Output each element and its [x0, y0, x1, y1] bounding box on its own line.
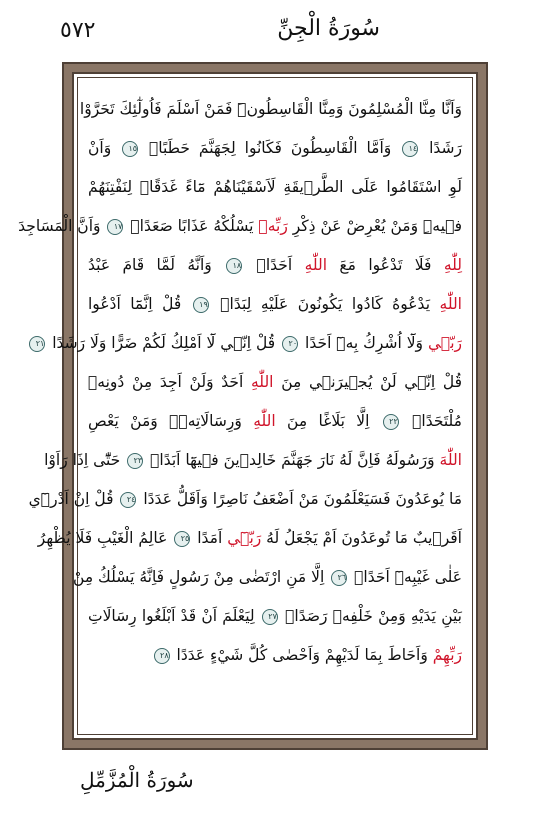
page-header — [60, 14, 490, 50]
ayah-number-marker: ٢٦ — [331, 570, 347, 586]
verse-line — [79, 90, 462, 129]
verse-line — [88, 636, 462, 675]
divine-name: رَبّٖٓي — [227, 529, 262, 547]
verse-text: عَالِمُ الْغَيْبِ فَلَا يُظْهِرُ — [37, 529, 173, 547]
ayah-number-marker: ٢٣ — [127, 453, 143, 469]
page-number: ٥٧٢ — [60, 18, 96, 43]
verse-line — [28, 480, 462, 519]
verse-text: وَاَحَاطَ بِمَا لَدَيْهِمْ وَاَحْصٰى كُلَّ شَيْءٍ عَدَدًا — [171, 646, 433, 664]
ayah-number-marker: ٢٤ — [120, 492, 136, 508]
verse-line — [73, 558, 462, 597]
ayah-number-marker: ١٧ — [107, 219, 123, 235]
divine-name: اللّٰهِ — [304, 256, 328, 274]
surah-title: سُورَةُ الْجِنِّ — [277, 16, 380, 41]
next-surah-title: سُورَةُ الْمُزَّمِّلِ — [80, 768, 194, 792]
ayah-number-marker: ٢١ — [29, 336, 45, 352]
divine-name: رَبِّهِمْ — [432, 646, 462, 664]
divine-name: رَبّٖي — [427, 334, 462, 352]
verse-text: قُلْ اِنْ اَدْرٖٓي — [28, 490, 119, 508]
ayah-number-marker: ٢٨ — [154, 648, 170, 664]
verse-line — [88, 402, 462, 441]
verse-text: فَلَا تَدْعُوا مَعَ — [327, 256, 444, 274]
verse-line — [88, 363, 462, 402]
ornamental-frame — [18, 62, 488, 750]
ayah-number-marker: ١٥ — [122, 141, 138, 157]
verse-text: وَرِسَالَاتِهٖۜ وَمَنْ يَعْصِ — [88, 412, 254, 430]
verse-text: اَمَدًا — [192, 529, 228, 547]
verse-text: يَدْعُوهُ كَادُوا يَكُونُونَ عَلَيْهِ لِبَدًاۜ — [210, 295, 440, 313]
verse-line — [37, 519, 462, 558]
verse-text: قُلْ اِنّٖي لَنْ يُجٖيرَنٖي مِنَ — [273, 373, 462, 391]
verse-text: عَلٰى غَيْبِهٖٓ اَحَدًاۙ — [349, 568, 462, 586]
verse-text: وَلَٓا اُشْرِكُ بِهٖٓ اَحَدًا — [300, 334, 428, 352]
verse-text: حَتّٰٓى اِذَا رَاَوْا — [44, 451, 126, 469]
divine-name: اللّٰهَ — [439, 451, 462, 469]
verse-text: وَاَنَّ الْمَسَاجِدَ — [18, 217, 106, 235]
verse-text: اِلَّا بَلَاغًا مِنَ — [275, 412, 381, 430]
verse-text: لَوِ اسْتَقَامُوا عَلَى الطَّرٖيقَةِ لَاَسْقَيْنَاهُمْ مَٓاءً غَدَقًاۙ لِنَفْتِنَهُمْ — [88, 178, 462, 196]
ayah-number-marker: ٢٧ — [262, 609, 278, 625]
verse-line — [35, 324, 462, 363]
ayah-number-marker: ٢٢ — [383, 414, 399, 430]
verse-text: وَاَنَّا مِنَّا الْمُسْلِمُونَ وَمِنَّا الْقَاسِطُونَۜ فَمَنْ اَسْلَمَ فَاُولٰٓئِكَ تَحَرَّوْا — [79, 100, 462, 118]
verse-text: فٖيهِۜ وَمَنْ يُعْرِضْ عَنْ ذِكْرِ — [287, 217, 462, 235]
verse-line — [88, 285, 462, 324]
ayah-number-marker: ١٨ — [226, 258, 242, 274]
verse-text: لِيَعْلَمَ اَنْ قَدْ اَبْلَغُوا رِسَالَاتِ — [88, 607, 260, 625]
verse-text: قُلْ اِنَّمَٓا اَدْعُوا — [88, 295, 191, 313]
verse-line — [88, 597, 462, 636]
verse-line — [88, 246, 462, 285]
divine-name: رَبِّهٖ — [258, 217, 288, 235]
ayah-number-marker: ٢٠ — [282, 336, 298, 352]
verse-text: اَقَرٖيبٌ مَا تُوعَدُونَ اَمْ يَجْعَلُ لَهُ — [261, 529, 462, 547]
verse-line — [18, 207, 462, 246]
ayah-number-marker: ٢٥ — [174, 531, 190, 547]
ayah-number-marker: ١٩ — [193, 297, 209, 313]
verse-line — [44, 441, 462, 480]
verse-text: اَحَدًاۙ — [244, 256, 305, 274]
divine-name: اللّٰهِ — [439, 295, 462, 313]
verse-text: اَحَدٌ وَلَنْ اَجِدَ مِنْ دُونِهٖ — [88, 373, 251, 391]
verse-text: يَسْلُكْهُ عَذَابًا صَعَدًاۙ — [125, 217, 259, 235]
verse-text: وَاَنَّهُ لَمَّا قَامَ عَبْدُ — [88, 256, 225, 274]
verse-line — [88, 168, 462, 207]
verse-text: قُلْ اِنّٖي لَٓا اَمْلِكُ لَكُمْ ضَرًّا وَلَا رَشَدًا — [47, 334, 281, 352]
verse-lines — [18, 90, 463, 675]
verse-text: وَاَمَّا الْقَاسِطُونَ فَكَانُوا لِجَهَنَّمَ حَطَبًاۙ — [140, 139, 401, 157]
verse-text: مُلْتَحَدًاۙ — [400, 412, 462, 430]
verse-text: وَرَسُولَهُ فَاِنَّ لَهُ نَارَ جَهَنَّمَ خَالِدٖينَ فٖيهَٓا اَبَدًاۜ — [145, 451, 440, 469]
verse-text: وَاَنْ — [88, 139, 121, 157]
ayah-number-marker: ١٤ — [402, 141, 418, 157]
verse-line — [88, 129, 462, 168]
divine-name: اللّٰهِ — [251, 373, 274, 391]
verse-text: مَا يُوعَدُونَ فَسَيَعْلَمُونَ مَنْ اَضْعَفُ نَاصِرًا وَاَقَلُّ عَدَدًا — [138, 490, 462, 508]
verse-text: رَشَدًا — [420, 139, 463, 157]
text-area — [18, 72, 478, 740]
divine-name: لِلّٰهِ — [443, 256, 462, 274]
verse-text: اِلَّا مَنِ ارْتَضٰى مِنْ رَسُولٍ فَاِنَّهُ يَسْلُكُ مِنْ — [73, 568, 330, 586]
verse-text: بَيْنِ يَدَيْهِ وَمِنْ خَلْفِهٖ رَصَدًاۙ — [279, 607, 462, 625]
divine-name: اللّٰهِ — [253, 412, 276, 430]
